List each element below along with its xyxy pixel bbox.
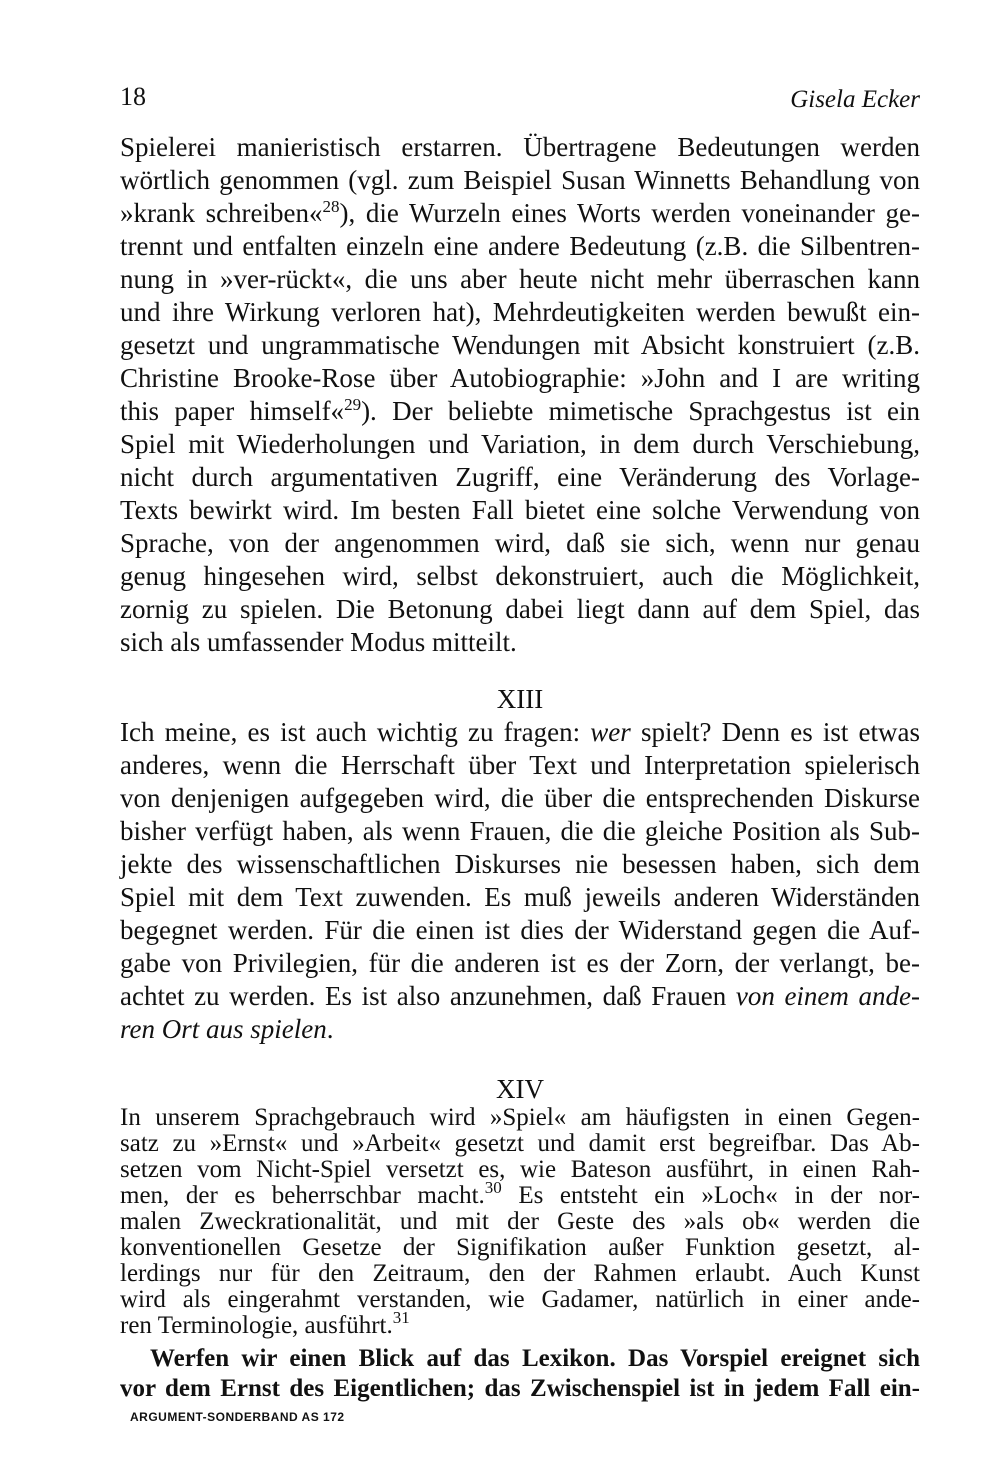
text-line (120, 394, 920, 428)
text-line: lerdings nur für den Zeitraum, den der Rahmen erlaubt. Auch Kunst (120, 1260, 920, 1287)
footnote-ref: 29 (344, 395, 362, 414)
text-line: In unserem Sprachgebrauch wird »Spiel« am häufigsten in einen Gegen- (120, 1104, 920, 1131)
text-fragment: »krank schreiben« (120, 198, 323, 228)
text-line: anderes, wenn die Herrschaft über Text und Interpretation spielerisch (120, 750, 920, 780)
text-line: malen Zweckrationalität, und mit der Geste des »als ob« werden die (120, 1208, 920, 1235)
text-line: und ihre Wirkung verloren hat), Mehrdeutigkeiten werden bewußt ein- (120, 297, 920, 327)
text-line: Spielerei manieristisch erstarren. Übertragene Bedeutungen werden (120, 132, 920, 162)
text-line: setzen vom Nicht-Spiel versetzt es, wie Bateson ausführt, in einen Rah- (120, 1156, 920, 1183)
page-footer: ARGUMENT-SONDERBAND AS 172 (130, 1410, 345, 1424)
text-line: Christine Brooke-Rose über Autobiographie: »John and I are writing (120, 363, 920, 393)
text-line: Spiel mit dem Text zuwenden. Es muß jeweils anderen Widerständen (120, 882, 920, 912)
text-line: von denjenigen aufgegeben wird, die über die entsprechenden Diskurse (120, 783, 920, 813)
text-fragment: achtet zu werden. Es ist also anzunehmen, daß Frauen (120, 981, 736, 1011)
text-line: wird als eingerahmt verstanden, wie Gadamer, natürlich in einer ande- (120, 1286, 920, 1313)
text-line (120, 196, 920, 230)
text-line: zornig zu spielen. Die Betonung dabei liegt dann auf dem Spiel, das (120, 594, 920, 624)
text-fragment: Es entsteht ein »Loch« in der nor- (501, 1182, 921, 1209)
page-number: 18 (120, 82, 146, 111)
text-line: gesetzt und ungrammatische Wendungen mit Absicht konstruiert (z.B. (120, 330, 920, 360)
text-fragment: Ich meine, es ist auch wichtig zu fragen: (120, 717, 591, 747)
text-fragment: men, der es beherrschbar macht. (120, 1182, 485, 1209)
text-line: wörtlich genommen (vgl. zum Beispiel Susan Winnetts Behandlung von (120, 165, 920, 195)
text-line: vor dem Ernst des Eigentlichen; das Zwischenspiel ist in jedem Fall ein- (120, 1375, 920, 1402)
text-line: gabe von Privilegien, für die anderen ist es der Zorn, der verlangt, be- (120, 948, 920, 978)
text-line: satz zu »Ernst« und »Arbeit« gesetzt und damit erst begreifbar. Das Ab- (120, 1130, 920, 1157)
section-heading: XIII (496, 684, 544, 714)
emphasis: von einem ande- (735, 981, 921, 1011)
text-line: sich als umfassender Modus mitteilt. (120, 627, 517, 657)
text-line (120, 979, 920, 1013)
text-line: Werfen wir einen Blick auf das Lexikon. Das Vorspiel ereignet sich (150, 1345, 920, 1372)
text-line (120, 715, 920, 749)
text-fragment: ). Der beliebte mimetische Sprachgestus ist ein (361, 396, 920, 426)
text-line: Sprache, von der angenommen wird, daß sie sich, wenn nur genau (120, 528, 920, 558)
text-line: Spiel mit Wiederholungen und Variation, in dem durch Verschiebung, (120, 429, 920, 459)
text-line (120, 1012, 920, 1046)
text-line: nung in »ver-rückt«, die uns aber heute nicht mehr überraschen kann (120, 264, 920, 294)
text-line (120, 1178, 921, 1209)
section-heading: XIV (496, 1074, 544, 1104)
text-line: nicht durch argumentativen Zugriff, eine Veränderung des Vorlage- (120, 462, 920, 492)
text-line: genug hingesehen wird, selbst dekonstruiert, auch die Möglichkeit, (120, 561, 920, 591)
text-fragment: ), die Wurzeln eines Worts werden voneinander ge- (339, 198, 920, 228)
running-header (120, 82, 920, 118)
text-line: Texts bewirkt wird. Im besten Fall bietet eine solche Verwendung von (120, 495, 920, 525)
text-fragment: spielt? Denn es ist etwas (630, 717, 920, 747)
emphasis: ren Ort aus spielen (120, 1014, 327, 1044)
running-author: Gisela Ecker (790, 86, 920, 113)
text-line: jekte des wissenschaftlichen Diskurses nie besessen haben, sich dem (120, 849, 920, 879)
text-fragment: ren Terminologie, ausführt. (120, 1312, 393, 1339)
emphasis: wer (590, 717, 631, 747)
text-fragment: . (326, 1014, 334, 1044)
footnote-ref: 30 (484, 1178, 502, 1197)
footnote-ref: 28 (322, 197, 340, 216)
text-line: begegnet werden. Für die einen ist dies der Widerstand gegen die Auf- (120, 915, 920, 945)
text-line (120, 1308, 920, 1339)
footnote-ref: 31 (392, 1308, 410, 1327)
text-fragment: this paper himself« (120, 396, 345, 426)
text-line: trennt und entfalten einzeln eine andere Bedeutung (z.B. die Silbentren- (120, 231, 920, 261)
text-line: konventionellen Gesetze der Signifikation außer Funktion gesetzt, al- (120, 1234, 920, 1261)
text-line: bisher verfügt haben, als wenn Frauen, die die gleiche Position als Sub- (120, 816, 920, 846)
